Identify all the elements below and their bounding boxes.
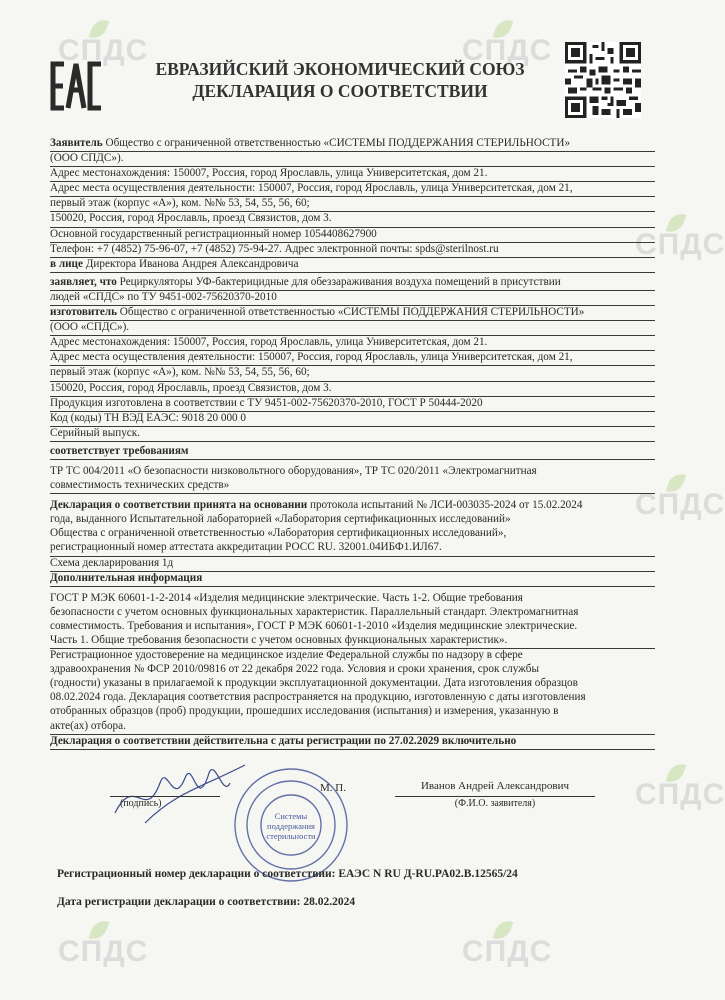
requirements-line-1: ТР ТС 004/2011 «О безопасности низковольтного оборудования», ТР ТС 020/2011 «Электромагнитная	[50, 464, 537, 477]
applicant-activity-2: первый этаж (корпус «А»), ком. №№ 53, 54, 55, 56, 60;	[50, 197, 655, 212]
manufacturer-name: Общество с ограниченной ответственностью «СИСТЕМЫ ПОДДЕРЖАНИЯ СТЕРИЛЬНОСТИ»	[119, 306, 585, 319]
additional-line: ГОСТ Р МЭК 60601-1-2-2014 «Изделия медицинские электрические. Часть 1-2. Общие требования	[50, 591, 523, 604]
watermark-logo: СПДС	[462, 935, 552, 969]
manufacturer-short: (ООО «СПДС»).	[50, 321, 655, 336]
basis-line-2: года, выданного Испытательной лабораторией «Лаборатория сертификационных исследований»	[50, 513, 511, 526]
applicant-ogrn: Основной государственный регистрационный номер 1054408627900	[50, 228, 655, 243]
applicant-section	[50, 137, 655, 152]
person-section	[50, 258, 655, 273]
applicant-activity-3: 150020, Россия, город Ярославль, проезд Связистов, дом 3.	[50, 212, 655, 227]
applicant-address: Адрес местонахождения: 150007, Россия, город Ярославль, улица Университетская, дом 21.	[50, 167, 655, 182]
additional-line: отобранных образцов (проб) продукции, прошедших исследования (испытания) и измерения, указанную в	[50, 705, 559, 718]
manufacturer-label: изготовитель	[50, 306, 117, 319]
declares-line-2: людей «СПДС» по ТУ 9451-002-75620370-2010	[50, 291, 655, 306]
manufacturer-tnved: Код (коды) ТН ВЭД ЕАЭС: 9018 20 000 0	[50, 412, 655, 427]
manufacturer-activity-1: Адрес места осуществления деятельности: 150007, Россия, город Ярославль, улица Университетская, дом 21,	[50, 351, 655, 366]
person-label: в лице	[50, 257, 83, 270]
additional-line: 08.02.2024 года. Декларация соответствия распространяется на продукцию, изготовленную с даты изготовления	[50, 691, 586, 704]
manufacturer-serial: Серийный выпуск.	[50, 427, 655, 442]
watermark-logo: СПДС	[462, 34, 552, 68]
basis-line-3: Общества с ограниченной ответственностью «Лаборатория сертификационных исследований»,	[50, 527, 507, 540]
watermark-logo: СПДС	[635, 228, 725, 262]
signature-line	[110, 796, 220, 797]
requirements-line-2: совместимость технических средств»	[50, 479, 655, 494]
additional-line: совместимость. Требования и испытания», ГОСТ Р МЭК 60601-1-2010 «Изделия медицинские электрические.	[50, 619, 578, 632]
basis-line-4: регистрационный номер аттестата аккредитации РОСС RU. 32001.04ИБФ1.ИЛ67.	[50, 541, 655, 556]
signer-caption: (Ф.И.О. заявителя)	[454, 798, 536, 809]
signer-line	[395, 796, 595, 797]
requirements-label: соответствует требованиям	[50, 445, 655, 460]
signature-area	[50, 758, 655, 868]
manufacturer-activity-3: 150020, Россия, город Ярославль, проезд Связистов, дом 3.	[50, 382, 655, 397]
watermark-logo: СПДС	[58, 935, 148, 969]
additional-label: Дополнительная информация	[50, 572, 655, 587]
declares-line-1: Рециркуляторы УФ-бактерицидные для обеззараживания воздуха помещений в присутствии	[119, 275, 561, 288]
basis-scheme: Схема декларирования 1д	[50, 557, 655, 572]
watermark-logo: СПДС	[58, 34, 148, 68]
manufacturer-activity-2: первый этаж (корпус «А»), ком. №№ 53, 54, 55, 56, 60;	[50, 366, 655, 381]
applicant-short: (ООО СПДС»).	[50, 152, 655, 167]
registration-number: Регистрационный номер декларации о соответствии: ЕАЭС N RU Д-RU.PA02.B.12565/24	[57, 868, 518, 880]
stamp-center-line-2: поддержания	[267, 821, 315, 831]
applicant-phone: Телефон: +7 (4852) 75-96-07, +7 (4852) 75-94-27. Адрес электронной почты: spds@sterilnost.ru	[50, 243, 655, 258]
additional-line: безопасности с учетом основных функциональных характеристик. Параллельный стандарт. Электромагнитная	[50, 605, 579, 618]
signature-caption: (подпись)	[120, 798, 162, 809]
declares-section	[50, 276, 655, 291]
additional-line: Регистрационное удостоверение на медицинское изделие Федеральной службы по надзору в сфере	[50, 649, 523, 662]
applicant-label: Заявитель	[50, 137, 103, 149]
stamp-center-line-1: Системы	[274, 811, 308, 821]
handwritten-signature	[105, 753, 265, 833]
additional-line: (годности) указаны в прилагаемой к продукции эксплуатационной документации. Дата изготовления образцов	[50, 677, 578, 690]
basis-section	[50, 499, 655, 513]
watermark-logo: СПДС	[635, 488, 725, 522]
eac-logo	[50, 60, 104, 112]
manufacturer-produced: Продукция изготовлена в соответствии с ТУ 9451-002-75620370-2010, ГОСТ Р 50444-2020	[50, 397, 655, 412]
applicant-activity-1: Адрес места осуществления деятельности: 150007, Россия, город Ярославль, улица Университетская, дом 21,	[50, 182, 655, 197]
watermark-logo: СПДС	[635, 778, 725, 812]
document-title	[150, 58, 530, 102]
seal-place: М. П.	[320, 782, 346, 794]
person-value: Директора Иванова Андрея Александровича	[85, 257, 299, 270]
additional-line: Часть 1. Общие требования безопасности с учетом основных функциональных характеристик».	[50, 634, 655, 649]
signer-name: Иванов Андрей Александрович	[420, 780, 570, 792]
applicant-name: Общество с ограниченной ответственностью «СИСТЕМЫ ПОДДЕРЖАНИЯ СТЕРИЛЬНОСТИ»	[105, 137, 571, 149]
stamp-center-line-3: стерильности	[266, 831, 316, 841]
registration-date: Дата регистрации декларации о соответствии: 28.02.2024	[57, 896, 356, 908]
additional-line: акте(ах) отбора.	[50, 720, 655, 735]
manufacturer-section	[50, 306, 655, 321]
manufacturer-address: Адрес местонахождения: 150007, Россия, город Ярославль, улица Университетская, дом 21.	[50, 336, 655, 351]
basis-line-1: протокола испытаний № ЛСИ-003035-2024 от 15.02.2024	[309, 499, 583, 512]
additional-line: здравоохранения № ФСР 2010/09816 от 22 декабря 2022 года. Условия и сроки хранения, срок службы	[50, 663, 539, 676]
union-name: ЕВРАЗИЙСКИЙ ЭКОНОМИЧЕСКИЙ СОЮЗ	[155, 59, 525, 79]
basis-label: Декларация о соответствии принята на основании	[50, 499, 308, 512]
declaration-body	[50, 137, 655, 750]
declares-label: заявляет, что	[50, 275, 117, 288]
qr-code	[565, 42, 641, 118]
validity: Декларация о соответствии действительна с даты регистрации по 27.02.2029 включительно	[50, 735, 655, 750]
declaration-title: ДЕКЛАРАЦИЯ О СООТВЕТСТВИИ	[192, 81, 488, 101]
